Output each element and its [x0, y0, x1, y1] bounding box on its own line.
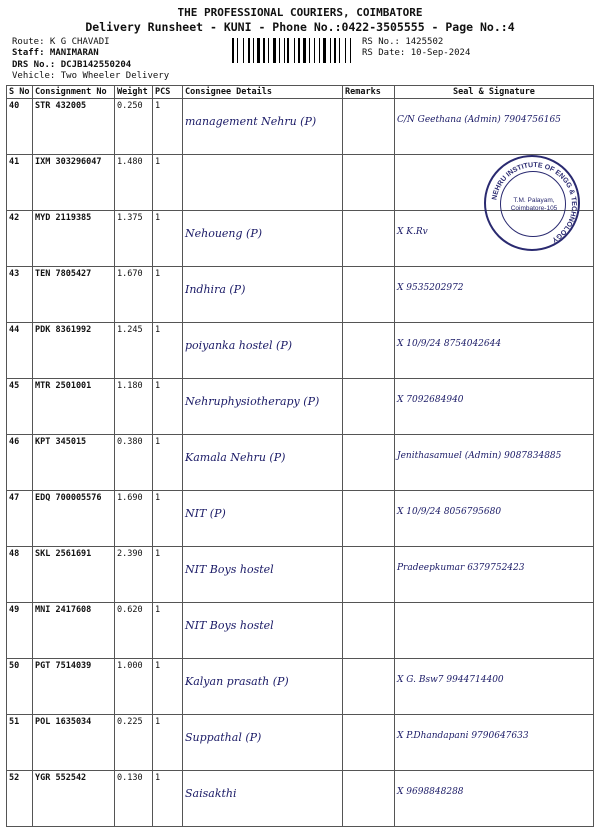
row-sno: 47 — [7, 491, 33, 547]
row-consignee: NIT (P) — [183, 491, 343, 547]
table-row — [7, 659, 594, 715]
row-signature: Pradeepkumar 6379752423 — [395, 547, 594, 603]
row-consignee: Nehoueng (P) — [183, 211, 343, 267]
barcode-bar — [332, 38, 333, 63]
header-consignment: Consignment No — [33, 86, 115, 99]
row-remarks — [343, 603, 395, 659]
company-title: THE PROFESSIONAL COURIERS, COIMBATORE — [177, 6, 423, 19]
barcode-bar — [314, 38, 315, 63]
barcode-bar — [237, 38, 238, 63]
rs-date: RS Date: 10-Sep-2024 — [362, 48, 471, 58]
barcode-bar — [290, 38, 293, 63]
table-row — [7, 491, 594, 547]
barcode-bar — [330, 38, 331, 63]
institution-seal — [484, 155, 580, 251]
row-signature: X P.Dhandapani 9790647633 — [395, 715, 594, 771]
row-pcs: 1 — [153, 323, 183, 379]
row-consignee: NIT Boys hostel — [183, 547, 343, 603]
row-remarks — [343, 99, 395, 155]
row-sno: 49 — [7, 603, 33, 659]
row-sno: 42 — [7, 211, 33, 267]
barcode-bar — [251, 38, 252, 63]
row-consignee: Kalyan prasath (P) — [183, 659, 343, 715]
barcode-bar — [232, 38, 234, 63]
table-row — [7, 715, 594, 771]
row-pcs: 1 — [153, 211, 183, 267]
row-sno: 43 — [7, 267, 33, 323]
header-remarks: Remarks — [343, 86, 395, 99]
barcode-bar — [235, 38, 236, 63]
barcode-bar — [309, 38, 310, 63]
row-weight: 2.390 — [115, 547, 153, 603]
svg-text:NEHRU INSTITUTE OF ENGG & TECH: NEHRU INSTITUTE OF ENGG & TECHNOLOGY — [491, 161, 578, 244]
barcode-bar — [319, 38, 320, 63]
row-remarks — [343, 435, 395, 491]
row-consignee: Nehruphysiotherapy (P) — [183, 379, 343, 435]
barcode-bar — [294, 38, 295, 63]
row-remarks — [343, 659, 395, 715]
row-weight: 0.130 — [115, 771, 153, 827]
row-sno: 48 — [7, 547, 33, 603]
row-consignee: Suppathal (P) — [183, 715, 343, 771]
barcode-bar — [311, 38, 313, 63]
barcode-bar — [268, 38, 269, 63]
barcode-bar — [279, 38, 280, 63]
barcode-bar — [253, 38, 254, 63]
row-weight: 0.225 — [115, 715, 153, 771]
row-consignment-no: MTR 2501001 — [33, 379, 115, 435]
barcode-bar — [287, 38, 289, 63]
row-signature: X K.Rv — [395, 211, 594, 267]
table-row — [7, 379, 594, 435]
row-signature: C/N Geethana (Admin) 7904756165 — [395, 99, 594, 155]
row-consignee: Indhira (P) — [183, 267, 343, 323]
row-sno: 41 — [7, 155, 33, 211]
row-weight: 1.690 — [115, 491, 153, 547]
row-pcs: 1 — [153, 715, 183, 771]
barcode-bar — [273, 38, 276, 63]
barcode-bar — [307, 38, 308, 63]
row-consignment-no: YGR 552542 — [33, 771, 115, 827]
row-consignment-no: PGT 7514039 — [33, 659, 115, 715]
row-consignment-no: TEN 7805427 — [33, 267, 115, 323]
barcode-bar — [239, 38, 242, 63]
row-consignment-no: MYD 2119385 — [33, 211, 115, 267]
header-signature: Seal & Signature — [395, 86, 594, 99]
runsheet-subtitle: Delivery Runsheet - KUNI - Phone No.:0422-3505555 - Page No.:4 — [85, 20, 515, 34]
row-sno: 50 — [7, 659, 33, 715]
row-remarks — [343, 491, 395, 547]
row-signature — [395, 603, 594, 659]
barcode-image — [232, 38, 354, 63]
barcode-bar — [270, 38, 272, 63]
barcode-bar — [263, 38, 265, 63]
row-consignment-no: EDQ 700005576 — [33, 491, 115, 547]
barcode-bar — [350, 38, 351, 63]
row-consignee: Kamala Nehru (P) — [183, 435, 343, 491]
row-sno: 46 — [7, 435, 33, 491]
row-signature: X G. Bsw7 9944714400 — [395, 659, 594, 715]
row-signature: X 7092684940 — [395, 379, 594, 435]
row-sno: 51 — [7, 715, 33, 771]
table-row — [7, 323, 594, 379]
row-consignment-no: SKL 2561691 — [33, 547, 115, 603]
table-row — [7, 99, 594, 155]
row-weight: 1.245 — [115, 323, 153, 379]
row-weight: 1.670 — [115, 267, 153, 323]
barcode-bar — [296, 38, 297, 63]
table-row — [7, 771, 594, 827]
row-pcs: 1 — [153, 659, 183, 715]
barcode-bar — [321, 38, 322, 63]
barcode-bar — [316, 38, 318, 63]
barcode-bar — [281, 38, 283, 63]
row-remarks — [343, 267, 395, 323]
barcode-bar — [255, 38, 256, 63]
row-consignment-no: IXM 303296047 — [33, 155, 115, 211]
row-sno: 45 — [7, 379, 33, 435]
table-row — [7, 267, 594, 323]
header-pcs: PCS — [153, 86, 183, 99]
row-pcs: 1 — [153, 155, 183, 211]
header-consignee: Consignee Details — [183, 86, 343, 99]
header-weight: Weight — [115, 86, 153, 99]
row-consignee: management Nehru (P) — [183, 99, 343, 155]
route-label: Route: K G CHAVADI — [12, 37, 110, 47]
row-consignment-no: MNI 2417608 — [33, 603, 115, 659]
row-weight: 1.180 — [115, 379, 153, 435]
row-remarks — [343, 211, 395, 267]
header-sno: S No — [7, 86, 33, 99]
row-weight: 1.480 — [115, 155, 153, 211]
row-signature: Jenithasamuel (Admin) 9087834885 — [395, 435, 594, 491]
row-pcs: 1 — [153, 547, 183, 603]
row-pcs: 1 — [153, 435, 183, 491]
table-row — [7, 547, 594, 603]
row-remarks — [343, 715, 395, 771]
row-weight: 1.375 — [115, 211, 153, 267]
row-pcs: 1 — [153, 771, 183, 827]
row-pcs: 1 — [153, 267, 183, 323]
row-consignee: NIT Boys hostel — [183, 603, 343, 659]
row-consignee: Saisakthi — [183, 771, 343, 827]
row-consignment-no: KPT 345015 — [33, 435, 115, 491]
barcode-bar — [327, 38, 329, 63]
barcode-bar — [243, 38, 244, 63]
row-weight: 0.380 — [115, 435, 153, 491]
row-consignee: poiyanka hostel (P) — [183, 323, 343, 379]
barcode-bar — [303, 38, 306, 63]
barcode-bar — [245, 38, 247, 63]
barcode-bar — [285, 38, 286, 63]
barcode-bar — [345, 38, 346, 63]
row-consignee — [183, 155, 343, 211]
row-signature: X 10/9/24 8056795680 — [395, 491, 594, 547]
row-sno: 40 — [7, 99, 33, 155]
barcode-bar — [284, 38, 285, 63]
barcode-bar — [298, 38, 300, 63]
row-consignment-no: POL 1635034 — [33, 715, 115, 771]
table-row — [7, 603, 594, 659]
row-pcs: 1 — [153, 379, 183, 435]
row-consignment-no: STR 432005 — [33, 99, 115, 155]
row-signature: X 9698848288 — [395, 771, 594, 827]
barcode-bar — [277, 38, 278, 63]
row-sno: 44 — [7, 323, 33, 379]
vehicle-label: Vehicle: Two Wheeler Delivery — [12, 71, 170, 81]
row-signature: X 10/9/24 8754042644 — [395, 323, 594, 379]
row-consignment-no: PDK 8361992 — [33, 323, 115, 379]
row-sno: 52 — [7, 771, 33, 827]
barcode-bar — [323, 38, 326, 63]
row-remarks — [343, 155, 395, 211]
staff-label: Staff: MANIMARAN — [12, 48, 99, 58]
barcode-bar — [334, 38, 336, 63]
row-weight: 0.620 — [115, 603, 153, 659]
barcode-bar — [248, 38, 250, 63]
barcode-bar — [301, 38, 302, 63]
barcode-bar — [261, 38, 262, 63]
barcode-bar — [352, 38, 353, 63]
barcode-bar — [339, 38, 340, 63]
table-row — [7, 435, 594, 491]
drs-label: DRS No.: DCJB142550204 — [12, 60, 132, 70]
row-signature: X 9535202972 — [395, 267, 594, 323]
rs-number: RS No.: 1425502 — [362, 37, 444, 47]
row-remarks — [343, 771, 395, 827]
row-pcs: 1 — [153, 603, 183, 659]
row-remarks — [343, 547, 395, 603]
row-remarks — [343, 323, 395, 379]
barcode-bar — [257, 38, 260, 63]
barcode-bar — [347, 38, 349, 63]
table-header-row — [7, 86, 594, 99]
row-weight: 1.000 — [115, 659, 153, 715]
row-pcs: 1 — [153, 491, 183, 547]
row-pcs: 1 — [153, 99, 183, 155]
barcode-bar — [337, 38, 338, 63]
row-weight: 0.250 — [115, 99, 153, 155]
barcode-bar — [341, 38, 344, 63]
barcode-bar — [266, 38, 267, 63]
row-remarks — [343, 379, 395, 435]
seal-center-text: T.M. Palayam, Coimbatore-105 — [510, 197, 558, 212]
